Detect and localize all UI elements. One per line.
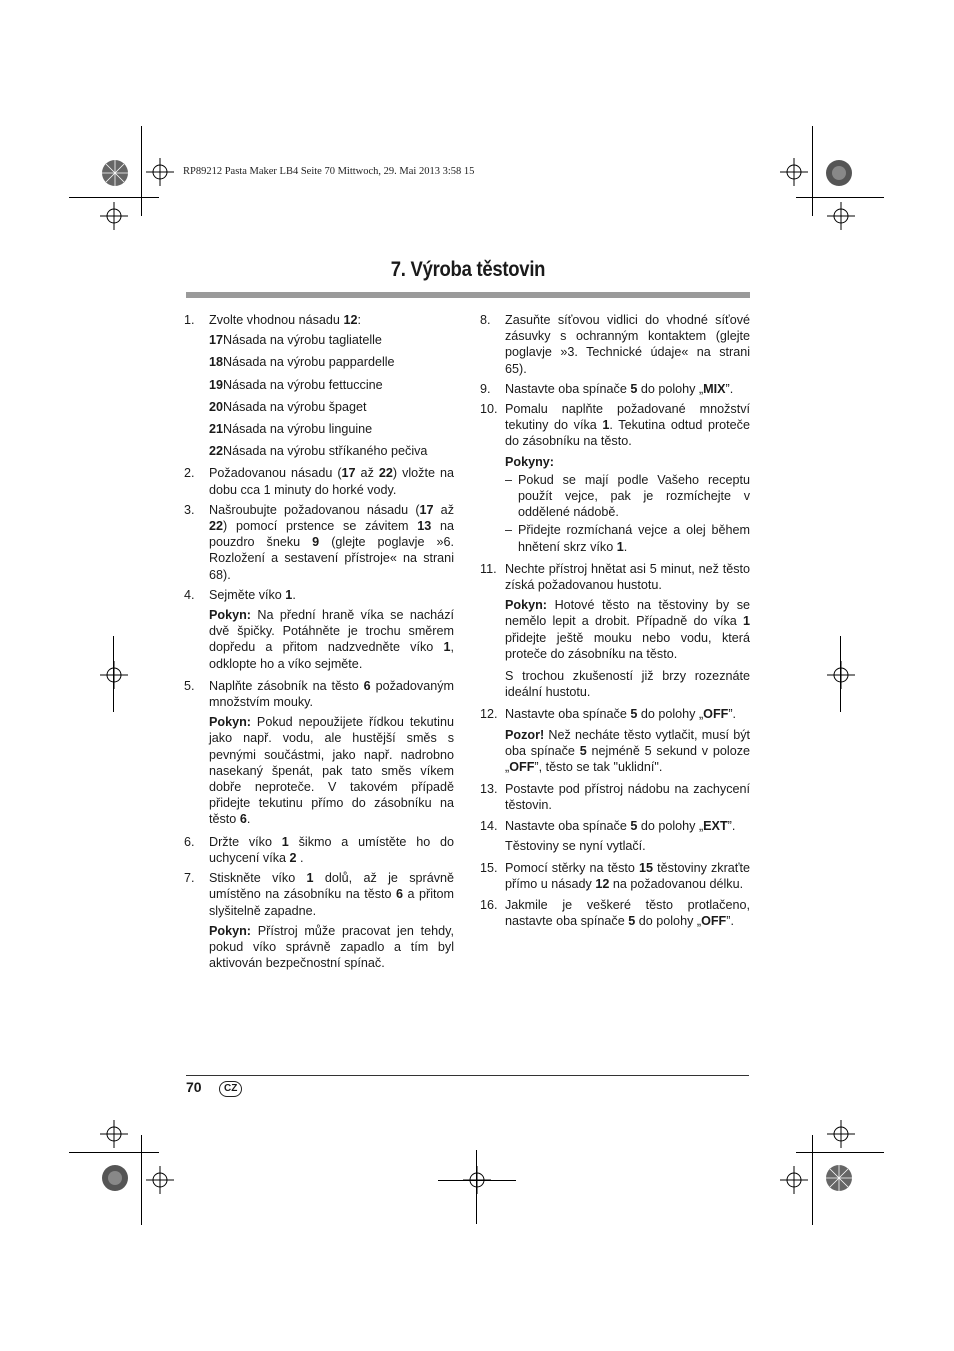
step-3: 3. Našroubujte požadovanou násadu (17 až 22) pomocí prstence se závitem 13 na pouzdro šneku 9 (glejte poglavje »6. Rozložení a sestavení přístroje« na strani 68).	[184, 502, 455, 582]
note-step-7: Pokyn: Přístroj může pracovat jen tehdy, pokud víko správně zapadlo a tím byl aktivován bezpečnostní spínač.	[209, 923, 454, 971]
attachment-22: 22Násada na výrobu stříkaného pečiva	[209, 444, 428, 459]
attachment-20: 20Násada na výrobu špaget	[209, 399, 367, 414]
note-step-5: Pokyn: Pokud nepoužijete řídkou tekutinu jako např. vodu, ale hustější směs s pevnými součástmi, jako např. nadrobno nasekaný špenát, pak tato směs víkem dobře neproteče. V takovém případě přidejte tekutinu přímo do zásobníku na těsto 6.	[209, 715, 454, 827]
step-6: 6. Držte víko 1 šikmo a umístěte ho do uchycení víka 2 .	[184, 834, 455, 865]
crosshair-icon	[827, 1120, 855, 1148]
crop-mark	[438, 1180, 516, 1181]
attachment-17: 17Násada na výrobu tagliatelle	[209, 333, 382, 348]
crop-mark	[812, 1135, 813, 1225]
step-15: 15. Pomocí stěrky na těsto 15 těstoviny zkraťte přímo u násady 12 na požadovanou délku.	[480, 861, 751, 892]
crop-mark	[141, 126, 142, 216]
page-number: 70	[186, 1079, 202, 1095]
crop-mark	[476, 1150, 477, 1224]
page-title: 7. Výroba těstovin	[390, 258, 546, 281]
step-7: 7. Stiskněte víko 1 dolů, až je správně umístěno na zásobníku na těsto 6 a přitom slyšitelně zapadne.	[184, 871, 454, 918]
step-8: 8. Zasuňte síťovou vidlici do vhodné síťové zásuvky s ochranným kontaktem (glejte poglavje »3. Technické údaje« na strani 65).	[480, 313, 750, 376]
registration-mark-icon	[100, 158, 130, 188]
note-step-11: Pokyn: Hotové těsto na těstoviny by se nemělo lepit a drobit. Případně do víka 1 přidejte ještě mouku nebo vodu, která proteče do zásobníku na těsto.	[505, 598, 750, 661]
crosshair-icon	[780, 1166, 808, 1194]
right-column	[480, 312, 750, 933]
attachment-19: 19Násada na výrobu fettuccine	[209, 377, 383, 392]
step-13: 13. Postavte pod přístroj nádobu na zachycení těstovin.	[480, 782, 750, 813]
crop-mark	[69, 197, 159, 198]
notes-heading: Pokyny:	[505, 454, 554, 469]
step-14: 14. Nastavte oba spínače 5 do polohy „EXT”.	[480, 818, 736, 833]
attachment-18: 18Násada na výrobu pappardelle	[209, 355, 395, 370]
note-bullet: – Pokud se mají podle Vašeho receptu použít vejce, pak je rozmíchejte v oddělené nádobě.	[505, 472, 750, 520]
paragraph-step-11: S trochou zkušeností již brzy rozeznáte ideální hustotu.	[505, 669, 750, 700]
crosshair-icon	[780, 158, 808, 186]
step-4: 4. Sejměte víko 1.	[184, 587, 296, 602]
crop-mark	[113, 636, 114, 712]
title-underline-bar	[186, 292, 750, 298]
crosshair-icon	[100, 1120, 128, 1148]
language-badge: CZ	[219, 1081, 242, 1097]
warning-step-12: Pozor! Než necháte těsto vytlačit, musí být oba spínače 5 nejméně 5 sekund v poloze „OFF”, těsto se tak "uklidní".	[505, 727, 750, 775]
crop-mark	[796, 197, 884, 198]
crosshair-icon	[146, 1166, 174, 1194]
crop-mark	[840, 636, 841, 712]
step-9: 9. Nastavte oba spínače 5 do polohy „MIX”.	[480, 381, 734, 396]
crop-mark	[812, 126, 813, 216]
crosshair-icon	[827, 661, 855, 689]
paragraph-step-14: Těstoviny se nyní vytlačí.	[505, 838, 646, 853]
step-2: 2. Požadovanou násadu (17 až 22) vložte na dobu cca 1 minuty do horké vody.	[184, 466, 454, 497]
footer-rule	[186, 1075, 749, 1076]
note-step-4: Pokyn: Na přední hraně víka se nachází dvě špičky. Potáhněte je trochu směrem dopředu a přitom nadzvedněte víko 1, odklopte ho a víko sejměte.	[209, 608, 454, 671]
crop-mark	[141, 1135, 142, 1225]
registration-mark-icon	[824, 158, 854, 188]
left-column	[184, 312, 454, 977]
registration-mark-icon	[824, 1163, 854, 1193]
step-5: 5. Naplňte zásobník na těsto 6 požadovaným množstvím mouky.	[184, 678, 454, 710]
crop-mark	[69, 1152, 159, 1153]
registration-mark-icon	[100, 1163, 130, 1193]
step-1: 1. Zvolte vhodnou násadu 12:	[184, 313, 361, 327]
print-header: RP89212 Pasta Maker LB4 Seite 70 Mittwoch, 29. Mai 2013 3:58 15	[183, 166, 475, 177]
step-16: 16. Jakmile je veškeré těsto protlačeno, nastavte oba spínače 5 do polohy „OFF”.	[480, 897, 750, 928]
crosshair-icon	[100, 202, 128, 230]
crosshair-icon	[100, 661, 128, 689]
step-10: 10. Pomalu naplňte požadované množství tekutiny do víka 1. Tekutina odtud proteče do zásobníku na těsto.	[480, 402, 750, 449]
crosshair-icon	[146, 158, 174, 186]
step-12: 12. Nastavte oba spínače 5 do polohy „OFF”.	[480, 707, 737, 722]
attachment-21: 21Násada na výrobu linguine	[209, 422, 373, 437]
note-bullet: – Přidejte rozmíchaná vejce a olej během hnětení skrz víko 1.	[505, 523, 750, 554]
step-11: 11. Nechte přístroj hnětat asi 5 minut, než těsto získá požadovanou hustotu.	[480, 561, 750, 593]
crop-mark	[796, 1152, 884, 1153]
crosshair-icon	[827, 202, 855, 230]
